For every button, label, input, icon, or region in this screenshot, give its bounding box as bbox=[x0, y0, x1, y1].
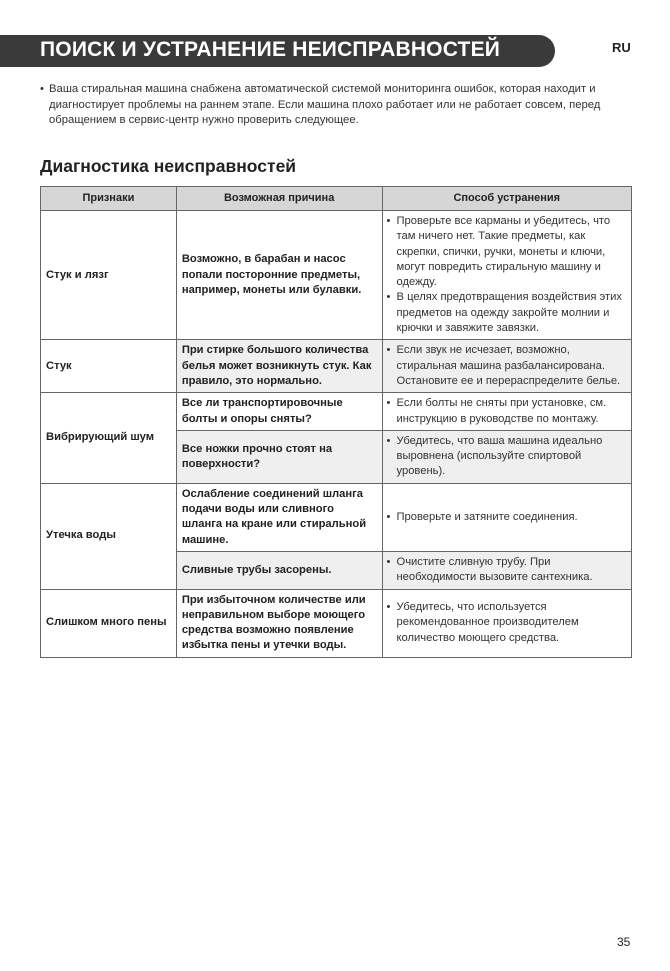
solution-cell bbox=[382, 430, 632, 483]
table-row bbox=[41, 340, 632, 393]
cause-cell: При стирке большого количества белья может возникнуть стук. Как правило, это нормально. bbox=[176, 340, 382, 393]
symptom-cell: Слишком много пены bbox=[41, 589, 177, 657]
diagnostics-table bbox=[40, 186, 632, 658]
cause-cell: Возможно, в барабан и насос попали посторонние предметы, например, монеты или булавки. bbox=[176, 211, 382, 340]
table-row bbox=[41, 393, 632, 431]
page-title: ПОИСК И УСТРАНЕНИЕ НЕИСПРАВНОСТЕЙ bbox=[40, 38, 501, 61]
solution-cell bbox=[382, 483, 632, 551]
bullet-icon: • bbox=[386, 555, 391, 568]
solution-item: • Проверьте все карманы и убедитесь, что там ничего нет. Такие предметы, как скрепки, спички, ручки, монеты и ключи, могут повредить стиральную машину и одежду. bbox=[386, 215, 611, 289]
language-label: RU bbox=[612, 40, 631, 55]
bullet-icon: • bbox=[386, 397, 391, 410]
bullet-icon: • bbox=[386, 510, 391, 523]
bullet-icon: • bbox=[386, 434, 391, 447]
solution-cell bbox=[382, 551, 632, 589]
solution-item: • Убедитесь, что ваша машина идеально выровнена (используйте спиртовой уровень). bbox=[386, 434, 603, 478]
solution-cell bbox=[382, 211, 632, 340]
solution-item: • Если звук не исчезает, возможно, стиральная машина разбалансирована. Остановите ее и перераспределите белье. bbox=[386, 344, 621, 387]
cause-cell: Ослабление соединений шланга подачи воды или сливного шланга на кране или стиральной машине. bbox=[176, 483, 382, 551]
solution-item: • Если болты не сняты при установке, см. инструкцию в руководстве по монтажу. bbox=[386, 397, 607, 425]
header-symptoms: Признаки bbox=[41, 187, 177, 211]
intro-text: Ваша стиральная машина снабжена автоматической системой мониторинга ошибок, которая находит и диагностирует проблемы на раннем этапе. Если машина плохо работает или не работает совсем, перед обращением в сервис-центр нужно проверить следующее. bbox=[49, 83, 601, 126]
solution-item: • Убедитесь, что используется рекомендованное производителем количество моющего средства. bbox=[386, 601, 579, 644]
symptom-cell: Вибрирующий шум bbox=[41, 393, 177, 483]
cause-cell: Все ножки прочно стоят на поверхности? bbox=[176, 430, 382, 483]
cause-cell: При избыточном количестве или неправильном выборе моющего средства возможно появление избытка пены и утечки воды. bbox=[176, 589, 382, 657]
table-row bbox=[41, 211, 632, 340]
table-row bbox=[41, 483, 632, 551]
solution-cell bbox=[382, 589, 632, 657]
bullet-icon: • bbox=[386, 601, 391, 614]
solution-cell bbox=[382, 340, 632, 393]
solution-cell bbox=[382, 393, 632, 431]
bullet-icon: • bbox=[40, 83, 44, 95]
cause-cell: Все ли транспортировочные болты и опоры сняты? bbox=[176, 393, 382, 431]
table-header-row bbox=[41, 187, 632, 211]
page-number: 35 bbox=[617, 935, 631, 949]
solution-item: • В целях предотвращения воздействия этих предметов на одежду закройте молнии и крючки и завяжите завязки. bbox=[386, 291, 622, 335]
bullet-icon: • bbox=[386, 344, 391, 357]
symptom-cell: Стук и лязг bbox=[41, 211, 177, 340]
symptom-cell: Утечка воды bbox=[41, 483, 177, 589]
header-solution: Способ устранения bbox=[382, 187, 632, 211]
solution-item: • Очистите сливную трубу. При необходимости вызовите сантехника. bbox=[386, 555, 593, 584]
solution-item: • Проверьте и затяните соединения. bbox=[387, 510, 627, 525]
bullet-icon: • bbox=[386, 215, 391, 227]
section-title: Диагностика неисправностей bbox=[40, 156, 297, 176]
header-cause: Возможная причина bbox=[176, 187, 382, 211]
table-row bbox=[41, 589, 632, 657]
bullet-icon: • bbox=[386, 291, 391, 304]
cause-cell: Сливные трубы засорены. bbox=[176, 551, 382, 589]
intro-paragraph bbox=[40, 82, 630, 129]
symptom-cell: Стук bbox=[41, 340, 177, 393]
